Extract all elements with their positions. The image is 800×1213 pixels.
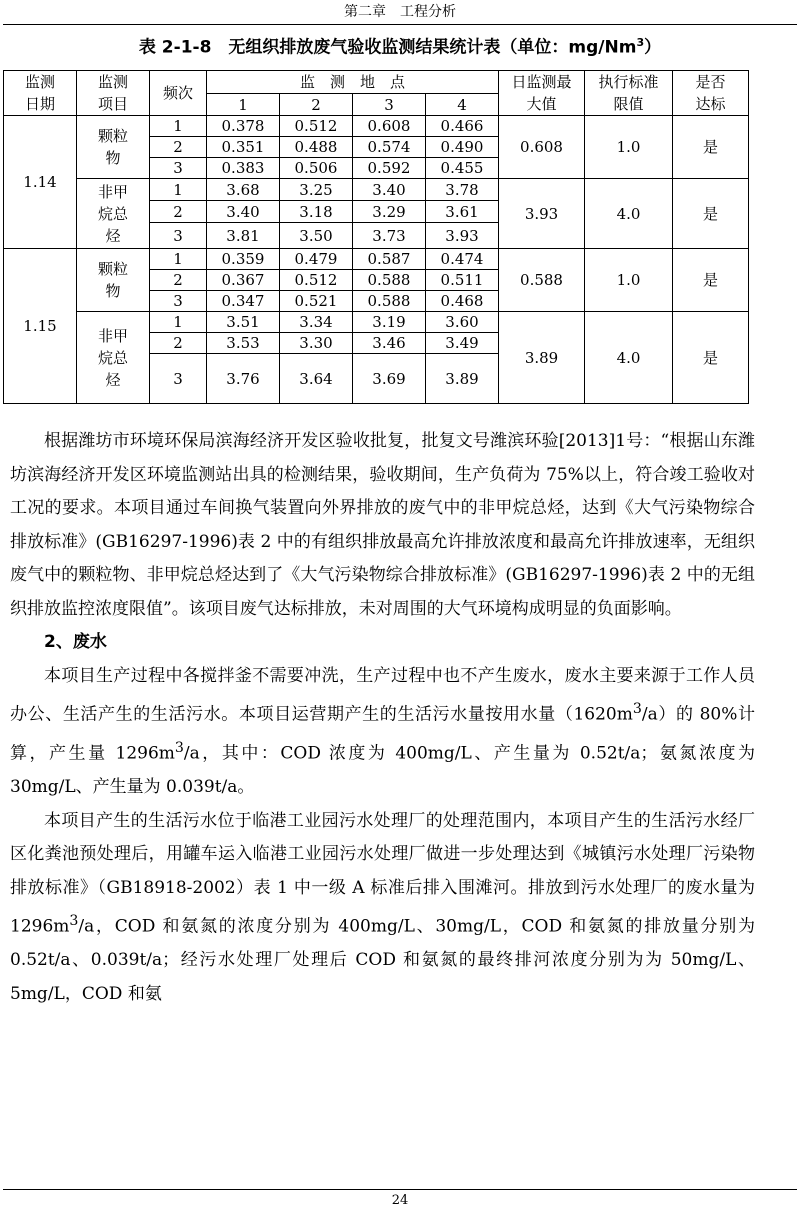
- cell-value: 3.30: [280, 333, 353, 354]
- table-row: [4, 116, 749, 137]
- cell-value: 3.61: [426, 201, 499, 223]
- cell-item: 非甲烷总烃: [77, 312, 150, 404]
- cell-value: 3.81: [207, 223, 280, 249]
- header-rule: [3, 24, 797, 25]
- cell-value: 3.29: [353, 201, 426, 223]
- cell-value: 0.466: [426, 116, 499, 137]
- section-heading-wastewater: 2、废水: [44, 632, 107, 652]
- cell-frequency: 3: [150, 223, 207, 249]
- header-limit: 执行标准限值: [585, 71, 673, 116]
- table-row: [4, 179, 749, 201]
- header-daily-max: 日监测最大值: [499, 71, 585, 116]
- cell-frequency: 1: [150, 312, 207, 333]
- cell-value: 3.19: [353, 312, 426, 333]
- cell-value: 3.53: [207, 333, 280, 354]
- cell-daily-max: 3.89: [499, 312, 585, 404]
- cell-value: 3.46: [353, 333, 426, 354]
- header-compliance: 是否达标: [673, 71, 749, 116]
- cell-limit: 4.0: [585, 179, 673, 249]
- cell-value: 0.490: [426, 137, 499, 158]
- cell-value: 3.73: [353, 223, 426, 249]
- cell-value: 0.608: [353, 116, 426, 137]
- table-title-text: 表 2-1-8 无组织排放废气验收监测结果统计表（单位：mg/Nm: [138, 37, 637, 58]
- cell-value: 0.488: [280, 137, 353, 158]
- page-number: 24: [391, 1193, 409, 1208]
- cell-value: 0.347: [207, 291, 280, 312]
- cell-item: 非甲烷总烃: [77, 179, 150, 249]
- header-site-3: 3: [353, 94, 426, 116]
- table-row: [4, 249, 749, 270]
- cell-value: 0.351: [207, 137, 280, 158]
- cell-frequency: 2: [150, 137, 207, 158]
- cell-limit: 1.0: [585, 116, 673, 179]
- cell-value: 3.78: [426, 179, 499, 201]
- cell-value: 0.521: [280, 291, 353, 312]
- header-frequency: 频次: [150, 71, 207, 116]
- cell-compliance: 是: [673, 116, 749, 179]
- cell-compliance: 是: [673, 249, 749, 312]
- cell-frequency: 3: [150, 291, 207, 312]
- cell-value: 0.592: [353, 158, 426, 179]
- cell-value: 0.574: [353, 137, 426, 158]
- cell-value: 0.367: [207, 270, 280, 291]
- body-text: [10, 425, 755, 1011]
- cell-frequency: 1: [150, 116, 207, 137]
- table-title: [0, 30, 800, 61]
- table-title-close: ）: [644, 37, 662, 58]
- cell-value: 0.468: [426, 291, 499, 312]
- cell-value: 3.93: [426, 223, 499, 249]
- cell-compliance: 是: [673, 312, 749, 404]
- cell-frequency: 3: [150, 354, 207, 404]
- cell-value: 0.474: [426, 249, 499, 270]
- cell-value: 3.25: [280, 179, 353, 201]
- cell-value: 3.89: [426, 354, 499, 404]
- cell-item: 颗粒物: [77, 249, 150, 312]
- paragraph-wastewater-source: 本项目生产过程中各搅拌釜不需要冲洗，生产过程中也不产生废水，废水主要来源于工作人员办公、生活产生的生活污水。本项目运营期产生的生活污水量按用水量$(1620m^3/a)$的 80%计算，产生量 $1296m^3/a$，其中：COD 浓度为 400mg/L、产生量为 0.52t/a；氨氮浓度为 30mg/L、产生量为 0.039t/a。: [10, 665, 755, 798]
- header-site-1: 1: [207, 94, 280, 116]
- paragraph-approval: 根据潍坊市环境环保局滨海经济开发区验收批复，批复文号潍滨环验[2013]1号：“根据山东潍坊滨海经济开发区环境监测站出具的检测结果，验收期间，生产负荷为 75%以上，符合竣工验收对工况的要求。本项目通过车间换气装置向外界排放的废气中的非甲烷总烃，达到《大气污染物综合排放标准》(GB16297-1996)表 2 中的有组织排放最高允许排放浓度和最高允许排放速率，无组织废气中的颗粒物、非甲烷总烃达到了《大气污染物综合排放标准》(GB16297-1996)表 2 中的无组织排放监控浓度限值”。该项目废气达标排放，未对周围的大气环境构成明显的负面影响。: [10, 431, 755, 619]
- cell-frequency: 2: [150, 201, 207, 223]
- cell-compliance: 是: [673, 179, 749, 249]
- cell-limit: 1.0: [585, 249, 673, 312]
- cell-value: 3.40: [353, 179, 426, 201]
- cell-value: 0.378: [207, 116, 280, 137]
- header-sites: 监 测 地 点: [207, 71, 499, 94]
- cell-frequency: 1: [150, 249, 207, 270]
- footer-rule: [3, 1189, 797, 1190]
- table-row: [4, 312, 749, 333]
- cell-value: 3.60: [426, 312, 499, 333]
- cell-value: 3.50: [280, 223, 353, 249]
- cell-limit: 4.0: [585, 312, 673, 404]
- header-site-2: 2: [280, 94, 353, 116]
- paragraph-wastewater-treatment: 本项目产生的生活污水位于临港工业园污水处理厂的处理范围内，本项目产生的生活污水经厂区化粪池预处理后，用罐车运入临港工业园污水处理厂做进一步处理达到《城镇污水处理厂污染物排放标准》（GB18918-2002）表 1 中一级 A 标准后排入围滩河。排放到污水处理厂的废水量为 $1296m^3/a$，COD 和氨氮的浓度分别为 400mg/L、30mg/L，COD 和氨氮的排放量分别为 0.52t/a、0.039t/a；经污水处理厂处理后 COD 和氨氮的最终排河浓度分别为为 50mg/L、5mg/L，COD 和氨: [10, 810, 755, 1004]
- cell-value: 0.512: [280, 270, 353, 291]
- header-date: 监测日期: [4, 71, 77, 116]
- cell-value: 3.40: [207, 201, 280, 223]
- cell-value: 3.64: [280, 354, 353, 404]
- header-item: 监测项目: [77, 71, 150, 116]
- monitoring-results-table: [3, 70, 749, 404]
- cell-value: 3.18: [280, 201, 353, 223]
- cell-value: 3.76: [207, 354, 280, 404]
- cell-value: 0.383: [207, 158, 280, 179]
- running-header: 第二章 工程分析: [344, 4, 456, 20]
- cell-value: 3.34: [280, 312, 353, 333]
- cell-value: 0.359: [207, 249, 280, 270]
- cell-value: 3.68: [207, 179, 280, 201]
- cell-frequency: 2: [150, 333, 207, 354]
- cell-daily-max: 3.93: [499, 179, 585, 249]
- cell-value: 3.69: [353, 354, 426, 404]
- cell-value: 0.479: [280, 249, 353, 270]
- cell-date: 1.15: [4, 249, 77, 404]
- cell-frequency: 2: [150, 270, 207, 291]
- cell-item: 颗粒物: [77, 116, 150, 179]
- cell-value: 0.588: [353, 270, 426, 291]
- cell-value: 3.51: [207, 312, 280, 333]
- cell-daily-max: 0.588: [499, 249, 585, 312]
- cell-value: 0.588: [353, 291, 426, 312]
- cell-value: 0.587: [353, 249, 426, 270]
- cell-date: 1.14: [4, 116, 77, 249]
- cell-value: 0.512: [280, 116, 353, 137]
- header-site-4: 4: [426, 94, 499, 116]
- cell-value: 0.511: [426, 270, 499, 291]
- cell-frequency: 3: [150, 158, 207, 179]
- cell-daily-max: 0.608: [499, 116, 585, 179]
- cell-value: 3.49: [426, 333, 499, 354]
- cell-value: 0.506: [280, 158, 353, 179]
- table-title-superscript: 3: [636, 36, 645, 49]
- cell-frequency: 1: [150, 179, 207, 201]
- cell-value: 0.455: [426, 158, 499, 179]
